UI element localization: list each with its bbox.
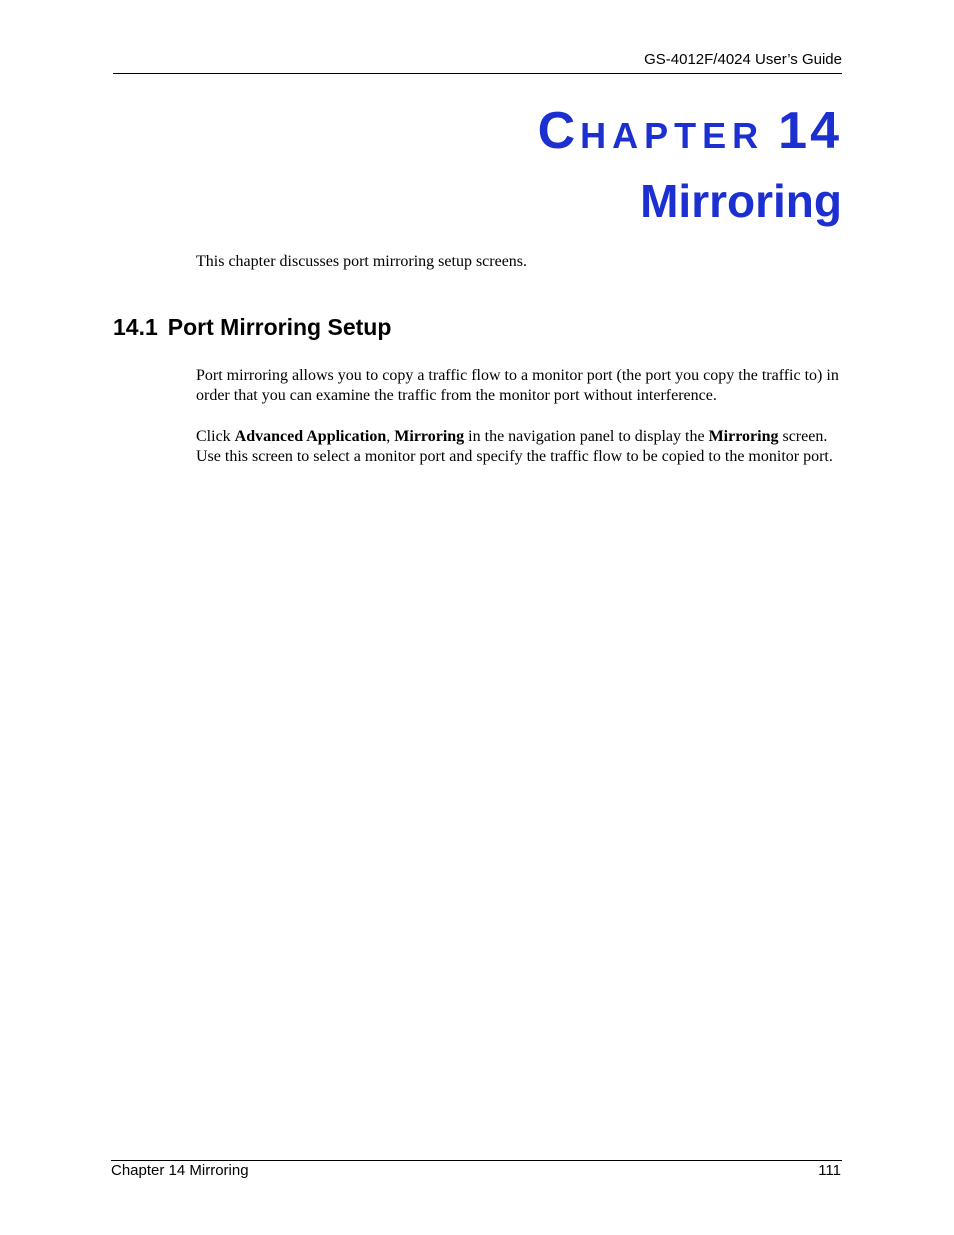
chapter-label-initial: C: [537, 102, 581, 160]
paragraph-text: screen. Use this screen to select a monitor port and specify the traffic flow to be copied to the monitor port.: [196, 428, 833, 465]
header-rule: [113, 73, 842, 74]
intro-paragraph: This chapter discusses port mirroring setup screens.: [196, 253, 528, 270]
section-number: 14.1: [113, 314, 158, 340]
footer-chapter-ref: Chapter 14 Mirroring: [111, 1162, 249, 1179]
menu-path-advanced-application: Advanced Application: [234, 428, 387, 445]
paragraph-text: ,: [386, 428, 395, 445]
footer-page-number: 111: [818, 1162, 841, 1179]
running-header: GS-4012F/4024 User’s Guide: [644, 51, 842, 68]
section-heading: [113, 313, 391, 341]
body-paragraph: Port mirroring allows you to copy a traffic flow to a monitor port (the port you copy the traffic to) in order that you can examine the traffic from the monitor port without interference.: [196, 367, 839, 404]
section-title: Port Mirroring Setup: [167, 314, 392, 340]
chapter-label-rest: HAPTER: [580, 115, 765, 156]
chapter-title: Mirroring: [640, 175, 842, 227]
paragraph-text: Click: [196, 428, 235, 445]
screen-name-mirroring: Mirroring: [708, 428, 779, 445]
chapter-label: [538, 100, 842, 167]
footer-rule: [111, 1160, 842, 1161]
chapter-number: 14: [778, 102, 842, 160]
paragraph-text: in the navigation panel to display the: [464, 428, 709, 445]
body-paragraph: [196, 427, 842, 467]
chapter-heading: [538, 100, 842, 229]
menu-path-mirroring: Mirroring: [394, 428, 465, 445]
